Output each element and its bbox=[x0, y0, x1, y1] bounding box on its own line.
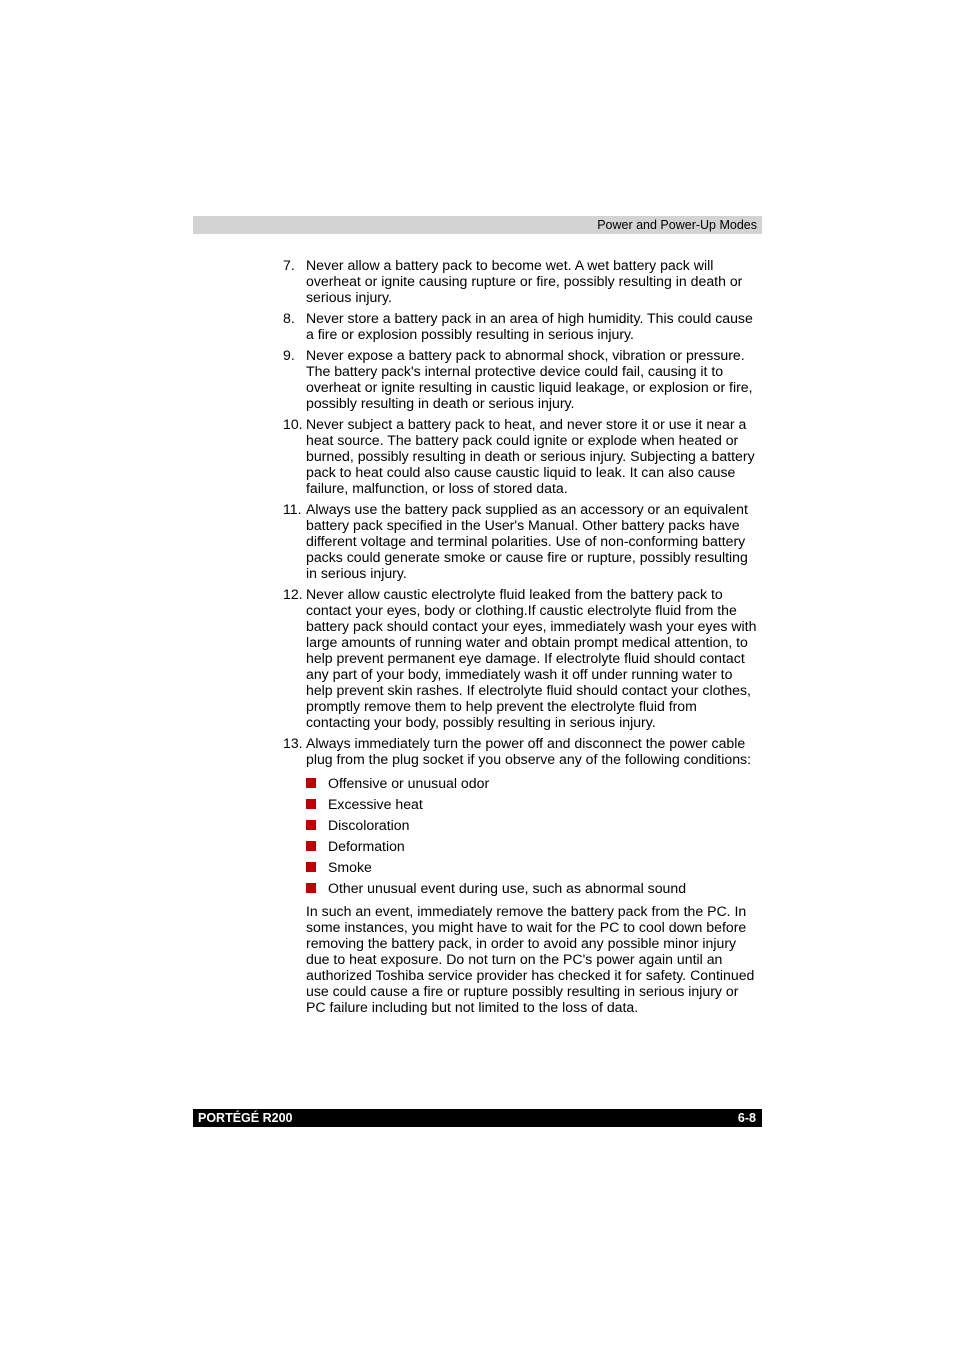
item-number: 8. bbox=[283, 310, 295, 326]
header-title: Power and Power-Up Modes bbox=[597, 218, 757, 232]
condition-text: Offensive or unusual odor bbox=[328, 774, 490, 791]
item-number: 7. bbox=[283, 257, 295, 273]
condition-item bbox=[306, 814, 761, 835]
condition-item bbox=[306, 835, 761, 856]
condition-text: Discoloration bbox=[328, 816, 410, 833]
condition-item bbox=[306, 856, 761, 877]
item-number: 12. bbox=[283, 586, 303, 602]
list-item bbox=[283, 735, 761, 767]
item-text: Never expose a battery pack to abnormal shock, vibration or pressure. The battery pack's internal protective device could fail, causing it to overheat or ignite resulting in caustic liquid leakage, or explosion or fire, possibly resulting in death or serious injury. bbox=[306, 347, 753, 411]
condition-text: Deformation bbox=[328, 837, 405, 854]
list-item bbox=[283, 347, 761, 411]
page-number: 6-8 bbox=[737, 1111, 756, 1125]
square-bullet-icon bbox=[306, 862, 316, 872]
list-item bbox=[283, 586, 761, 730]
square-bullet-icon bbox=[306, 778, 316, 788]
item-number: 10. bbox=[283, 416, 303, 432]
item-text: Never allow caustic electrolyte fluid leaked from the battery pack to contact your eyes, body or clothing.If caustic electrolyte fluid from the battery pack should contact your eyes, immediately wash your eyes with large amounts of running water and obtain prompt medical attention, to help prevent permanent eye damage. If electrolyte fluid should contact any part of your body, immediately wash it off under running water to help prevent skin rashes. If electrolyte fluid should contact your clothes, promptly remove them to help prevent the electrolyte fluid from contacting your body, possibly resulting in serious injury. bbox=[306, 586, 757, 730]
condition-text: Other unusual event during use, such as abnormal sound bbox=[328, 879, 687, 896]
condition-item bbox=[306, 877, 761, 898]
running-header bbox=[193, 216, 762, 234]
square-bullet-icon bbox=[306, 820, 316, 830]
condition-item bbox=[306, 772, 761, 793]
item-text: Never store a battery pack in an area of high humidity. This could cause a fire or explosion possibly resulting in serious injury. bbox=[306, 310, 753, 342]
item-text: Never subject a battery pack to heat, and never store it or use it near a heat source. The battery pack could ignite or explode when heated or burned, possibly resulting in death or serious injury. Subjecting a battery pack to heat could also cause caustic liquid to leak. It can also cause failure, malfunction, or loss of stored data. bbox=[306, 416, 755, 496]
square-bullet-icon bbox=[306, 799, 316, 809]
conditions-list bbox=[306, 772, 761, 898]
item-text: Always immediately turn the power off and disconnect the power cable plug from the plug socket if you observe any of the following conditions: bbox=[306, 735, 751, 767]
footer-product-name: PORTÉGÉ R200 bbox=[198, 1111, 293, 1125]
condition-text: Excessive heat bbox=[328, 795, 423, 812]
page-content bbox=[283, 257, 761, 1029]
item-number: 11. bbox=[283, 501, 302, 517]
item-number: 9. bbox=[283, 347, 295, 363]
item-text: Always use the battery pack supplied as an accessory or an equivalent battery pack specified in the User's Manual. Other battery packs have different voltage and terminal polarities. Use of non-conforming battery packs could generate smoke or cause fire or rupture, possibly resulting in serious injury. bbox=[306, 501, 748, 581]
list-item bbox=[283, 310, 761, 342]
list-item bbox=[283, 416, 761, 496]
running-footer bbox=[193, 1109, 762, 1127]
list-item bbox=[283, 501, 761, 581]
square-bullet-icon bbox=[306, 841, 316, 851]
square-bullet-icon bbox=[306, 883, 316, 893]
item-text: Never allow a battery pack to become wet. A wet battery pack will overheat or ignite causing rupture or fire, possibly resulting in death or serious injury. bbox=[306, 257, 743, 305]
item-number: 13. bbox=[283, 735, 303, 751]
condition-text: Smoke bbox=[328, 858, 372, 875]
condition-item bbox=[306, 793, 761, 814]
list-item bbox=[283, 257, 761, 305]
closing-paragraph: In such an event, immediately remove the battery pack from the PC. In some instances, you might have to wait for the PC to cool down before removing the battery pack, in order to avoid any possible minor injury due to heat exposure. Do not turn on the PC's power again until an authorized Toshiba service provider has checked it for safety. Continued use could cause a fire or rupture possibly resulting in serious injury or PC failure including but not limited to the loss of data. bbox=[306, 903, 755, 1015]
